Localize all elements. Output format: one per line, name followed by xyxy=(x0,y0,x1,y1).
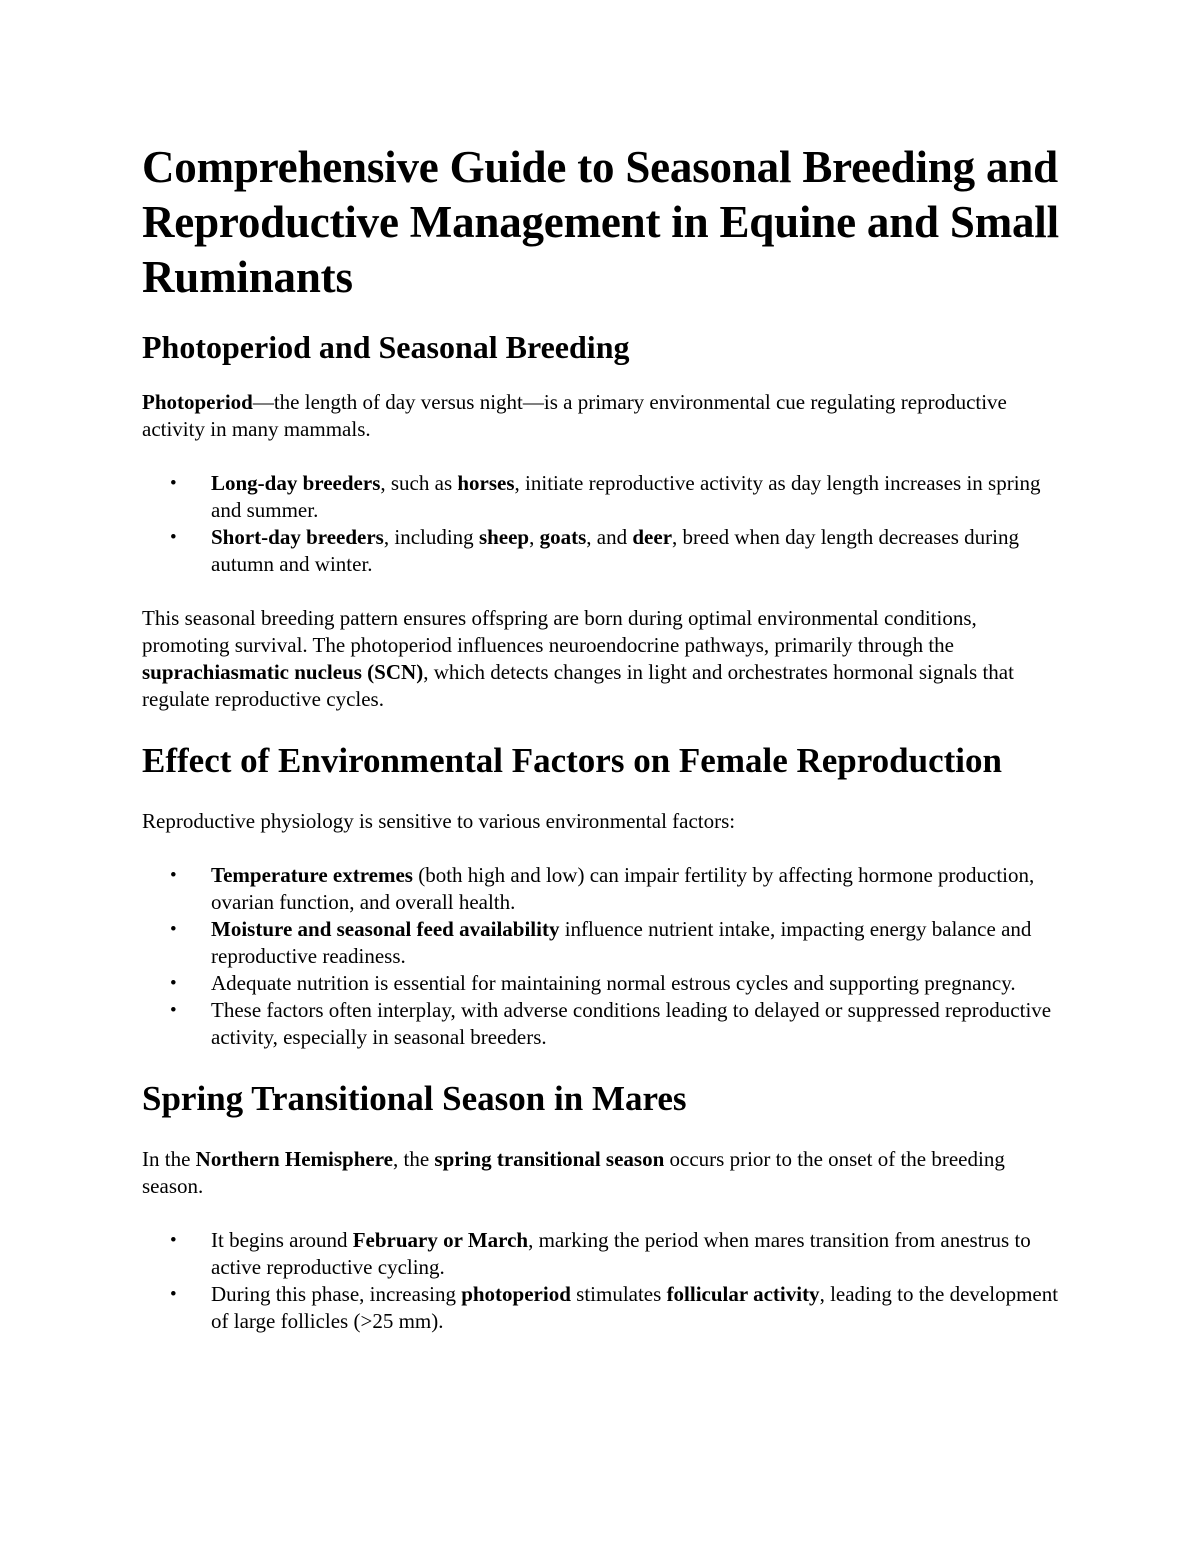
text-run: influence nutrient intake, impacting energy balance and reproductive readiness. xyxy=(211,917,1032,968)
bold-term: Northern Hemisphere xyxy=(195,1147,393,1171)
list-item xyxy=(142,1227,1062,1281)
list-item xyxy=(142,997,1062,1051)
bold-term: Short-day breeders xyxy=(211,525,384,549)
text-run: occurs prior to the onset of the breeding season. xyxy=(142,1147,1005,1198)
list-item xyxy=(142,1281,1062,1335)
text-run: Adequate nutrition is essential for maintaining normal estrous cycles and supporting pregnancy. xyxy=(211,971,1016,995)
text-run: , initiate reproductive activity as day length increases in spring and summer. xyxy=(211,471,1041,522)
bold-term: suprachiasmatic nucleus (SCN) xyxy=(142,660,424,684)
bullet-icon: • xyxy=(170,919,177,940)
list-item xyxy=(142,916,1062,970)
text-run: , breed when day length decreases during autumn and winter. xyxy=(211,525,1019,576)
bold-term: Long-day breeders xyxy=(211,471,381,495)
text-run: , leading to the development of large follicles (>25 mm). xyxy=(211,1282,1059,1333)
text-run: This seasonal breeding pattern ensures offspring are born during optimal environmental conditions, promoting survival. The photoperiod influences neuroendocrine pathways, primarily through the xyxy=(142,606,977,657)
paragraph-environmental-intro: Reproductive physiology is sensitive to various environmental factors: xyxy=(142,809,736,833)
list-item xyxy=(142,862,1062,916)
document-page xyxy=(142,140,1062,1362)
text-run: , and xyxy=(586,525,633,549)
paragraph-photoperiod-intro xyxy=(142,389,1062,443)
bold-term: Photoperiod xyxy=(142,390,253,414)
bullet-icon: • xyxy=(170,865,177,886)
text-run: —the length of day versus night—is a primary environmental cue regulating reproductive activity in many mammals. xyxy=(142,390,1007,441)
bold-term: horses xyxy=(457,471,515,495)
text-run: (both high and low) can impair fertility by affecting hormone production, ovarian function, and overall health. xyxy=(211,863,1035,914)
text-run: , xyxy=(529,525,540,549)
section-heading-environmental-factors: Effect of Environmental Factors on Female Reproduction xyxy=(142,741,1002,780)
section-heading-photoperiod: Photoperiod and Seasonal Breeding xyxy=(142,329,630,365)
bold-term: follicular activity xyxy=(666,1282,820,1306)
bold-term: February or March xyxy=(352,1228,529,1252)
bullet-icon: • xyxy=(170,1284,177,1305)
bold-term: spring transitional season xyxy=(434,1147,665,1171)
text-run: stimulates xyxy=(570,1282,667,1306)
bold-term: photoperiod xyxy=(461,1282,571,1306)
bold-term: deer xyxy=(632,525,673,549)
list-item xyxy=(142,524,1062,578)
bullet-icon: • xyxy=(170,973,177,994)
bullet-icon: • xyxy=(170,473,177,494)
bold-term: Moisture and seasonal feed availability xyxy=(211,917,560,941)
text-run: It begins around xyxy=(211,1228,353,1252)
text-run: , such as xyxy=(380,471,458,495)
text-run: , which detects changes in light and orchestrates hormonal signals that regulate reproductive cycles. xyxy=(142,660,1014,711)
list-breeders xyxy=(142,470,1062,578)
bullet-icon: • xyxy=(170,527,177,548)
text-run: In the xyxy=(142,1147,196,1171)
bold-term: sheep xyxy=(478,525,530,549)
bullet-icon: • xyxy=(170,1000,177,1021)
paragraph-spring-intro xyxy=(142,1146,1062,1200)
bold-term: Temperature extremes xyxy=(211,863,413,887)
bold-term: goats xyxy=(539,525,587,549)
list-spring-transition xyxy=(142,1227,1062,1335)
list-item xyxy=(142,970,1062,997)
text-run: These factors often interplay, with adverse conditions leading to delayed or suppressed reproductive activity, especially in seasonal breeders. xyxy=(211,998,1052,1049)
text-run: , marking the period when mares transition from anestrus to active reproductive cycling. xyxy=(211,1228,1031,1279)
list-item xyxy=(142,470,1062,524)
text-run: , including xyxy=(383,525,479,549)
paragraph-photoperiod-outro xyxy=(142,605,1062,713)
bullet-icon: • xyxy=(170,1230,177,1251)
section-heading-spring-transition: Spring Transitional Season in Mares xyxy=(142,1079,687,1118)
text-run: , the xyxy=(392,1147,435,1171)
text-run: During this phase, increasing xyxy=(211,1282,462,1306)
document-title: Comprehensive Guide to Seasonal Breeding and Reproductive Management in Equine and Small Ruminants xyxy=(142,142,1059,302)
list-environmental-factors xyxy=(142,862,1062,1051)
